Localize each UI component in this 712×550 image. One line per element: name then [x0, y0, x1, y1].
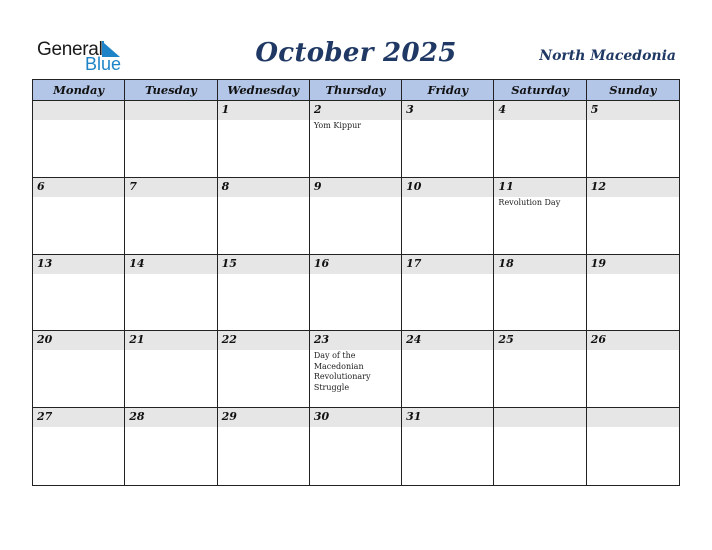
day-cell[interactable]	[310, 178, 402, 255]
day-number: 3	[406, 103, 414, 116]
day-number: 9	[313, 179, 322, 193]
day-cell[interactable]	[310, 408, 402, 485]
day-cell[interactable]	[218, 178, 310, 255]
day-number: 18	[498, 256, 514, 270]
day-cell[interactable]	[587, 408, 679, 485]
day-cell[interactable]	[587, 101, 679, 178]
day-number: 6	[37, 179, 45, 193]
day-cell[interactable]	[402, 101, 494, 178]
day-number: 24	[406, 333, 422, 347]
day-cell[interactable]	[494, 101, 586, 178]
holiday-label: Yom Kippur	[313, 121, 362, 130]
day-cell[interactable]	[402, 255, 494, 332]
day-number: 28	[129, 410, 145, 424]
day-number-band	[218, 101, 309, 120]
weekday-header: Tuesday	[125, 80, 217, 101]
day-cell[interactable]	[494, 408, 586, 485]
day-number-band	[494, 408, 585, 427]
weekday-header: Friday	[402, 80, 494, 101]
country-label: North Macedonia	[539, 48, 676, 64]
day-cell[interactable]	[587, 331, 679, 408]
logo-text-blue: Blue	[85, 54, 122, 74]
day-number: 13	[37, 256, 53, 270]
day-number-band	[402, 101, 493, 120]
day-cell[interactable]	[125, 101, 217, 178]
day-number: 31	[406, 410, 422, 424]
day-number: 19	[590, 256, 607, 270]
day-number: 30	[313, 410, 330, 424]
weekday-header: Monday	[33, 80, 125, 101]
weekday-header: Saturday	[494, 80, 586, 101]
day-cell[interactable]	[125, 408, 217, 485]
day-number-band	[125, 178, 216, 197]
logo-text-general: General	[37, 39, 103, 60]
day-number: 11	[498, 179, 514, 193]
weekday-header: Wednesday	[218, 80, 310, 101]
day-cell[interactable]	[218, 255, 310, 332]
day-number: 5	[590, 103, 599, 116]
day-cell[interactable]	[494, 331, 586, 408]
day-number: 1	[221, 103, 230, 116]
day-number: 17	[406, 256, 422, 270]
day-number-band	[125, 101, 216, 120]
day-cell[interactable]	[494, 255, 586, 332]
day-cell[interactable]	[218, 408, 310, 485]
day-number: 27	[37, 410, 53, 424]
day-number: 21	[129, 333, 145, 347]
day-cell[interactable]	[33, 178, 125, 255]
day-cell[interactable]	[310, 331, 402, 408]
day-number-band	[33, 178, 124, 197]
day-cell[interactable]	[33, 101, 125, 178]
day-cell[interactable]	[33, 408, 125, 485]
day-number: 29	[221, 410, 237, 424]
day-cell[interactable]	[33, 331, 125, 408]
day-cell[interactable]	[494, 178, 586, 255]
day-number: 7	[129, 179, 137, 193]
day-cell[interactable]	[218, 101, 310, 178]
day-cell[interactable]	[402, 408, 494, 485]
day-cell[interactable]	[125, 255, 217, 332]
weekday-header: Sunday	[587, 80, 679, 101]
day-number: 16	[313, 256, 330, 270]
day-number-band	[587, 101, 679, 120]
day-cell[interactable]	[310, 255, 402, 332]
day-number-band	[218, 178, 309, 197]
day-number-band	[310, 101, 401, 120]
day-cell[interactable]	[125, 178, 217, 255]
day-number: 12	[590, 179, 607, 193]
day-cell[interactable]	[125, 331, 217, 408]
day-cell[interactable]	[587, 178, 679, 255]
page-title: October 2025	[255, 38, 457, 68]
day-number: 10	[406, 179, 422, 193]
day-cell[interactable]	[402, 331, 494, 408]
day-number: 20	[37, 333, 53, 347]
day-cell[interactable]	[310, 101, 402, 178]
holiday-label: Day of the Macedonian Revolutionary Struggle	[313, 351, 371, 392]
day-number-band	[494, 101, 585, 120]
day-number: 25	[498, 333, 514, 347]
day-number: 4	[498, 103, 507, 116]
day-number: 15	[221, 256, 237, 270]
day-number: 14	[129, 256, 145, 270]
day-number: 2	[313, 103, 322, 116]
day-number: 23	[313, 333, 330, 347]
weekday-header: Thursday	[310, 80, 402, 101]
day-number-band	[33, 101, 124, 120]
day-cell[interactable]	[402, 178, 494, 255]
day-cell[interactable]	[218, 331, 310, 408]
day-number: 8	[221, 179, 230, 193]
calendar-grid	[32, 79, 680, 486]
day-number: 22	[221, 333, 237, 347]
day-number-band	[587, 408, 679, 427]
day-cell[interactable]	[33, 255, 125, 332]
day-number-band	[310, 178, 401, 197]
day-cell[interactable]	[587, 255, 679, 332]
holiday-label: Revolution Day	[498, 197, 561, 207]
day-number: 26	[590, 333, 607, 347]
